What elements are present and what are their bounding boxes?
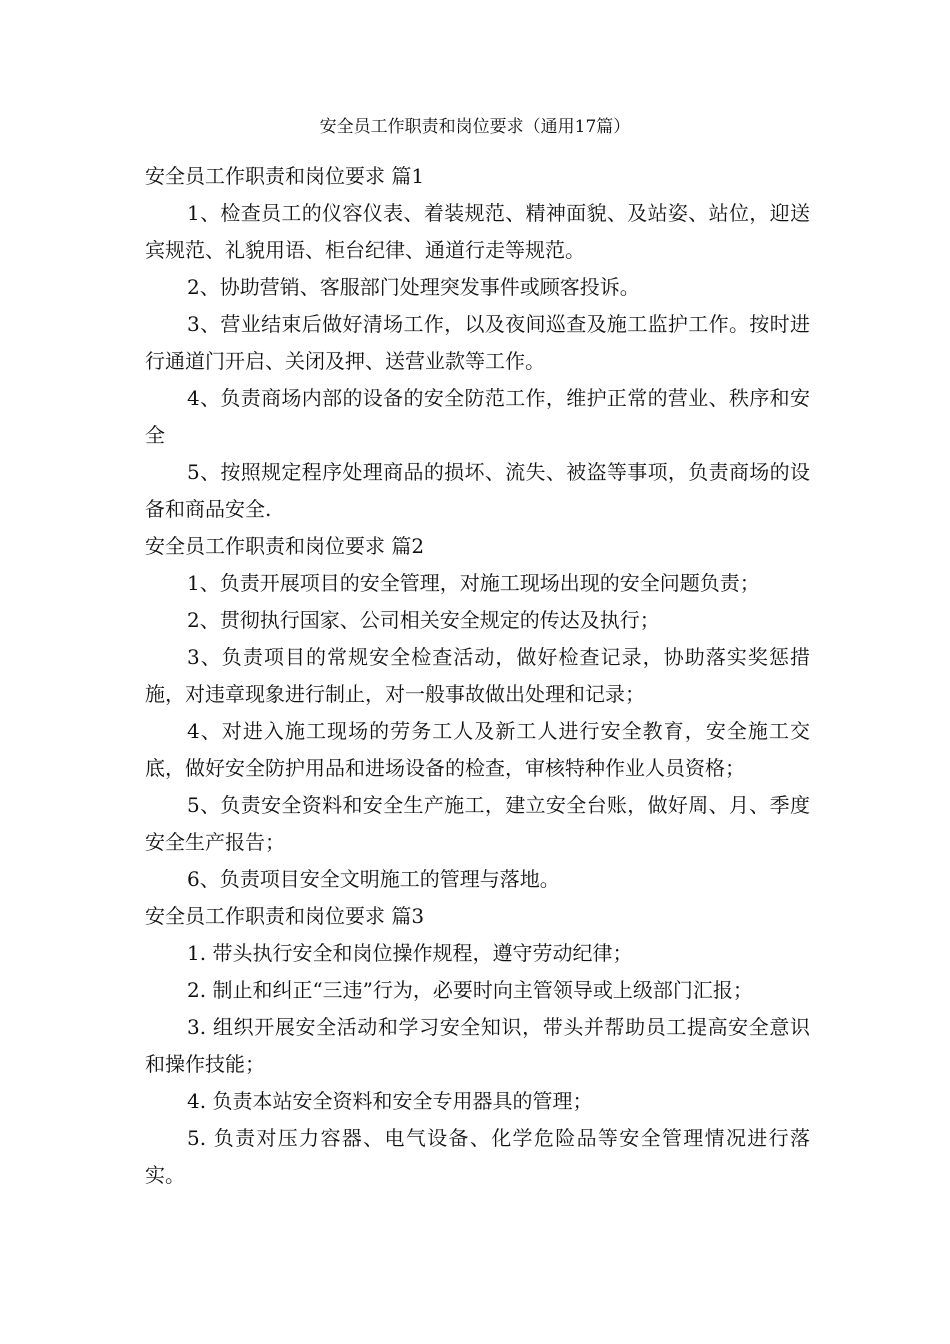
section-heading: 安全员工作职责和岗位要求 篇2 — [145, 534, 425, 558]
list-item: 4. 负责本站安全资料和安全专用器具的管理； — [187, 1089, 593, 1113]
document-title: 安全员工作职责和岗位要求（通用17篇） — [319, 117, 631, 137]
list-item: 1. 带头执行安全和岗位操作规程，遵守劳动纪律； — [187, 941, 633, 965]
list-item: 5、按照规定程序处理商品的损坏、流失、被盗等事项，负责商场的设备和商品安全. — [145, 460, 810, 521]
list-item: 2、协助营销、客服部门处理突发事件或顾客投诉。 — [187, 275, 640, 299]
list-item: 3、负责项目的常规安全检查活动，做好检查记录，协助落实奖惩措施，对违章现象进行制止，对一般事故做出处理和记录； — [145, 645, 810, 706]
list-item: 2. 制止和纠正“三违”行为，必要时向主管领导或上级部门汇报； — [187, 978, 753, 1002]
list-item: 1、负责开展项目的安全管理，对施工现场出现的安全问题负责； — [187, 571, 760, 595]
section-heading: 安全员工作职责和岗位要求 篇1 — [145, 164, 425, 188]
document-body — [145, 158, 810, 1194]
list-item: 3、营业结束后做好清场工作，以及夜间巡查及施工监护工作。按时进行通道门开启、关闭及押、送营业款等工作。 — [145, 312, 810, 373]
list-item: 5、负责安全资料和安全生产施工，建立安全台账，做好周、月、季度安全生产报告； — [145, 793, 810, 854]
list-item: 4、负责商场内部的设备的安全防范工作，维护正常的营业、秩序和安全 — [145, 386, 810, 447]
list-item: 3. 组织开展安全活动和学习安全知识，带头并帮助员工提高安全意识和操作技能； — [145, 1015, 810, 1076]
list-item: 6、负责项目安全文明施工的管理与落地。 — [187, 867, 560, 891]
section-heading: 安全员工作职责和岗位要求 篇3 — [145, 904, 425, 928]
list-item: 2、贯彻执行国家、公司相关安全规定的传达及执行； — [187, 608, 660, 632]
list-item: 4、对进入施工现场的劳务工人及新工人进行安全教育，安全施工交底，做好安全防护用品和进场设备的检查，审核特种作业人员资格； — [145, 719, 810, 780]
list-item: 5. 负责对压力容器、电气设备、化学危险品等安全管理情况进行落实。 — [145, 1126, 810, 1187]
list-item: 1、检查员工的仪容仪表、着装规范、精神面貌、及站姿、站位，迎送宾规范、礼貌用语、柜台纪律、通道行走等规范。 — [145, 201, 810, 262]
